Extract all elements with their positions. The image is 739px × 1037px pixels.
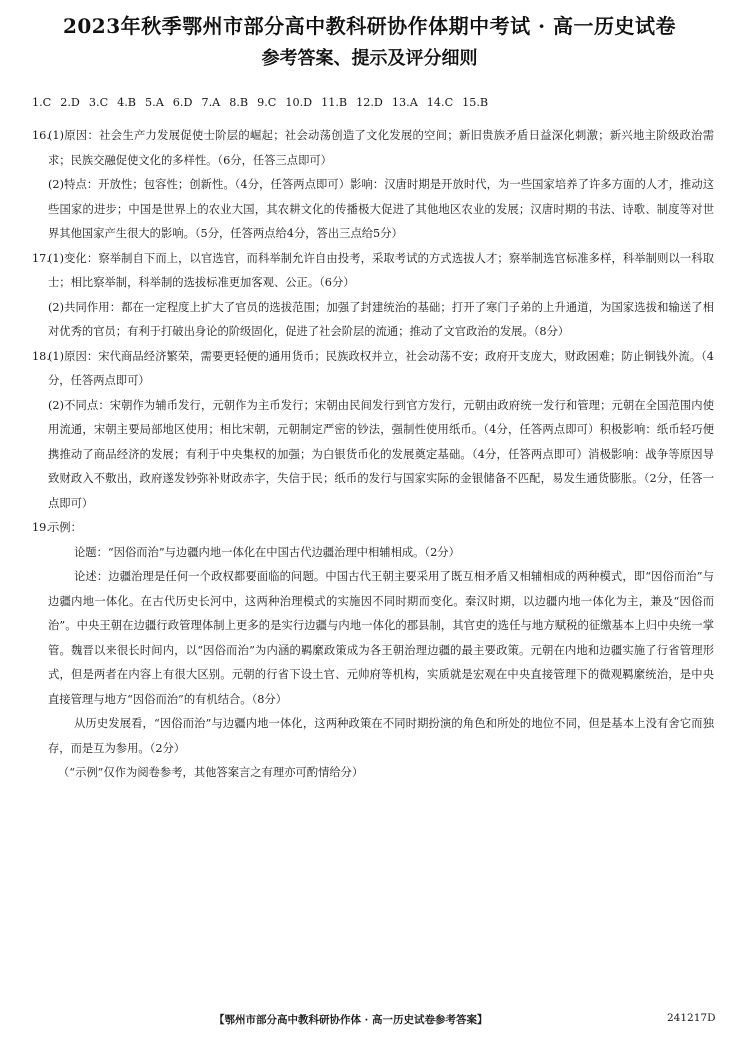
- page-subtitle: 参考答案、提示及评分细则: [261, 48, 478, 69]
- choice-answer: 11.B: [321, 96, 348, 109]
- page-title: 2023年秋季鄂州市部分高中教科研协作体期中考试 · 高一历史试卷: [62, 14, 677, 38]
- q18-part-1: (1)原因：宋代商品经济繁荣，需要更轻便的通用货币；民族政权并立，社会动荡不安；政府开支庞大，财政困难；防止铜钱外流。（4分，任答两点即可）: [48, 349, 714, 387]
- q19-label: 示例：: [48, 521, 82, 534]
- q19-argument: [32, 565, 714, 712]
- question-number: 19.: [32, 521, 50, 534]
- question-number: 16.: [32, 129, 50, 142]
- choice-answer: 10.D: [285, 96, 313, 109]
- choice-answer: 5.A: [145, 96, 164, 109]
- question-number: 18.: [32, 349, 50, 363]
- q17-part-2: (2)共同作用：都在一定程度上扩大了官员的选拔范围；加强了封建统治的基础；打开了寒门子弟的上升通道，为国家选拔和输送了相对优秀的官员；有利于打破出身论的阶级固化，促进了社会阶层的流通；推动了文官政治的发展。（8分）: [48, 300, 714, 338]
- question-17: [32, 247, 714, 345]
- question-16: [32, 124, 714, 247]
- footer-title: 【鄂州市部分高中教科研协作体 · 高一历史试卷参考答案】: [214, 1014, 488, 1026]
- question-number: 17.: [32, 251, 50, 265]
- choice-answer: 14.C: [426, 96, 454, 109]
- choice-answer: 3.C: [88, 96, 109, 109]
- q19-conclusion: [32, 712, 714, 761]
- choice-answer: 2.D: [60, 96, 80, 109]
- q19-argument-text: 论述：边疆治理是任何一个政权都要面临的问题。中国古代王朝主要采用了既互相矛盾又相辅相成的两种模式，即“因俗而治”与边疆内地一体化。在古代历史长河中，这两种治理模式的实施因不同时期而变化。秦汉时期，以边疆内地一体化为主，兼及“因俗而治”。中央王朝在边疆行政管理体制上更多的是实行边疆与内地一体化的郡县制，其官吏的选任与地方赋税的征缴基本上归中央统一掌管。魏晋以来很长时间内，以“因俗而治”为内涵的羁縻政策成为各王朝治理边疆的最主要政策。元朝在内地和边疆实施了行省管理形式，但是两者在内容上有很大区别。元朝的行省下设土官、元帅府等机构，实质就是宏观在中央直接管理下的微观羁縻统治，是中央直接管理与地方“因俗而治”的有机结合。（8分）: [48, 570, 714, 706]
- q18-part-2: (2)不同点：宋朝作为辅币发行，元朝作为主币发行；宋朝由民间发行到官方发行，元朝由政府统一发行和管理；元朝在全国范围内使用流通，宋朝主要局部地区使用；相比宋朝，元朝制定严密的钞法，强制性使用纸币。（4分，任答两点即可）积极影响：纸币轻巧便携推动了商品经济的发展；有利于中央集权的加强；为白银货币化的发展奠定基础。（4分，任答两点即可）消极影响：战争等原因导致财政入不敷出，政府遂发钞弥补财政赤字，失信于民；纸币的发行与国家实际的金银储备不匹配，易发生通货膨胀。（2分，任答一点即可）: [48, 398, 714, 510]
- q19-note-text: （“示例”仅作为阅卷参考，其他答案言之有理亦可酌情给分）: [58, 766, 364, 779]
- choice-answer: 4.B: [117, 96, 137, 109]
- q16-part-2: (2)特点：开放性；包容性；创新性。（4分，任答两点即可）影响：汉唐时期是开放时代，为一些国家培养了许多方面的人才，推动这些国家的进步；中国是世界上的农业大国，其农耕文化的传播极大促进了其他地区农业的发展；汉唐时期的书法、诗歌、制度等对世界其他国家产生很大的影响。（5分，任答两点给4分，答出三点给5分）: [48, 178, 714, 240]
- choice-answer: 6.D: [172, 96, 193, 109]
- choice-answer: 1.C: [32, 96, 52, 109]
- choice-answer: 7.A: [201, 96, 221, 109]
- choice-answer: 13.A: [391, 96, 418, 109]
- choice-answer: 8.B: [229, 96, 249, 109]
- question-19: [32, 516, 714, 786]
- question-18: [32, 345, 714, 517]
- q19-note: [32, 761, 714, 786]
- q17-part-1: (1)变化：察举制自下而上，以官选官，而科举制允许自由投考，采取考试的方式选拔人才；察举制选官标准多样，科举制则以一科取士；相比察举制，科举制的选拔标准更加客观、公正。（6分）: [48, 251, 714, 289]
- footer-code: 241217D: [667, 1012, 716, 1024]
- choice-answer: 9.C: [257, 96, 277, 109]
- choice-answer: 12.D: [356, 96, 383, 109]
- choice-answers-row: [32, 96, 488, 109]
- q16-part-1: (1)原因：社会生产力发展促使士阶层的崛起；社会动荡创造了文化发展的空间；新旧贵族矛盾日益深化刺激；新兴地主阶级政治需求；民族交融促使文化的多样性。（6分，任答三点即可）: [48, 129, 714, 167]
- answer-content: [32, 124, 714, 786]
- choice-answer: 15.B: [462, 96, 489, 109]
- q19-conclusion-text: 从历史发展看，“因俗而治”与边疆内地一体化，这两种政策在不同时期扮演的角色和所处的地位不同，但是基本上没有舍它而独存，而是互为参用。（2分）: [48, 717, 714, 755]
- q19-thesis: 论题：“因俗而治”与边疆内地一体化在中国古代边疆治理中相辅相成。（2分）: [74, 545, 460, 559]
